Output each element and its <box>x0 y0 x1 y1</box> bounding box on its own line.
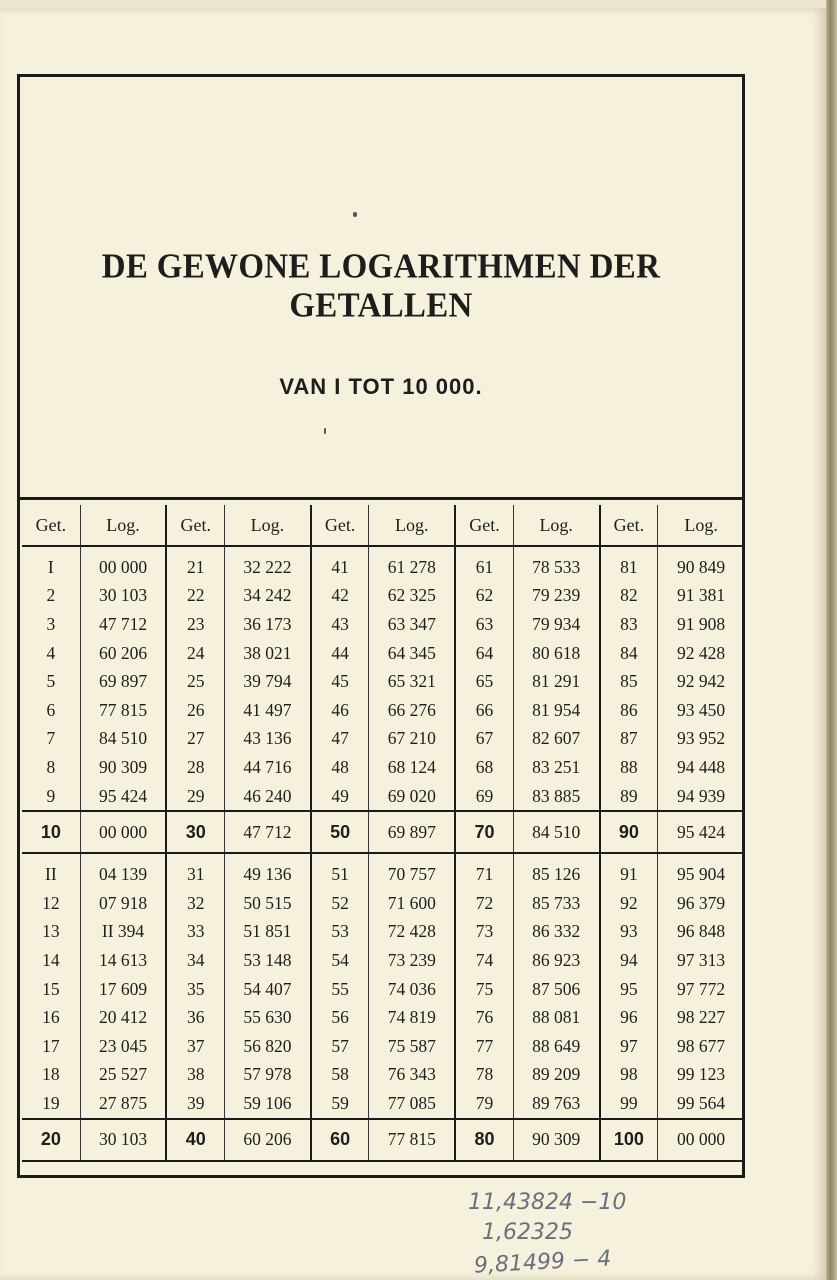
log-cell: 90 849 <box>658 553 744 582</box>
log-cell: 88 649 <box>513 1032 599 1061</box>
number-cell: 49 <box>311 782 369 812</box>
log-cell: 78 533 <box>513 553 599 582</box>
number-cell: I <box>47 556 54 577</box>
table-row <box>22 918 744 947</box>
log-cell: 72 428 <box>369 918 455 947</box>
number-cell: 21 <box>166 553 224 582</box>
number-cell: 56 <box>311 1003 369 1032</box>
log-cell: 97 313 <box>658 946 744 975</box>
number-cell: 80 <box>455 1119 513 1161</box>
pencil-note: 1,62325 <box>482 1220 573 1245</box>
number-cell: 93 <box>600 918 658 947</box>
log-cell: 79 239 <box>513 582 599 611</box>
column-header-get: Get. <box>311 505 369 546</box>
column-header-get: Get. <box>600 505 658 546</box>
column-header-get: Get. <box>166 505 224 546</box>
log-cell: 71 600 <box>369 889 455 918</box>
number-cell: 16 <box>42 1007 60 1028</box>
number-cell: 25 <box>166 667 224 696</box>
spacer-cell <box>658 853 744 860</box>
page-title: DE GEWONE LOGARITHMEN DER GETALLEN <box>101 248 661 325</box>
spacer-cell <box>600 853 658 860</box>
log-cell: 75 587 <box>369 1032 455 1061</box>
log-cell: 93 952 <box>658 725 744 754</box>
number-cell: 2 <box>46 585 56 606</box>
log-cell: 43 136 <box>225 725 311 754</box>
log-cell: 74 036 <box>369 975 455 1004</box>
number-cell: II <box>45 864 57 885</box>
spacer-cell <box>80 546 166 553</box>
number-cell: 26 <box>166 696 224 725</box>
number-cell: 75 <box>455 975 513 1004</box>
log-cell: 60 206 <box>80 639 166 668</box>
number-cell: 85 <box>600 667 658 696</box>
log-cell: 00 000 <box>80 811 166 853</box>
number-cell: 38 <box>166 1061 224 1090</box>
table-row <box>22 946 744 975</box>
number-cell: 37 <box>166 1032 224 1061</box>
log-cell: 93 450 <box>658 696 744 725</box>
log-cell: 44 716 <box>225 753 311 782</box>
log-cell: 83 251 <box>513 753 599 782</box>
number-cell: 40 <box>166 1119 224 1161</box>
table-row <box>22 782 744 812</box>
log-cell: II 394 <box>80 918 166 947</box>
log-cell: 95 424 <box>80 782 166 812</box>
log-cell: 91 381 <box>658 582 744 611</box>
number-cell: 71 <box>455 860 513 889</box>
table-row <box>22 667 744 696</box>
column-header-log: Log. <box>658 505 744 546</box>
spacer-cell <box>600 546 658 553</box>
number-cell: 7 <box>46 728 56 749</box>
log-cell: 74 819 <box>369 1003 455 1032</box>
log-cell: 54 407 <box>225 975 311 1004</box>
spacer-cell <box>513 853 599 860</box>
number-cell: 5 <box>46 671 56 692</box>
number-cell: 34 <box>166 946 224 975</box>
number-cell: 41 <box>311 553 369 582</box>
log-cell: 47 712 <box>225 811 311 853</box>
number-cell: 55 <box>311 975 369 1004</box>
spacer-cell <box>513 546 599 553</box>
log-cell: 83 885 <box>513 782 599 812</box>
pencil-annotation <box>468 1188 708 1278</box>
number-cell: 98 <box>600 1061 658 1090</box>
log-cell: 89 209 <box>513 1061 599 1090</box>
log-cell: 86 332 <box>513 918 599 947</box>
number-cell: 9 <box>46 785 56 806</box>
log-cell: 41 497 <box>225 696 311 725</box>
number-cell: 88 <box>600 753 658 782</box>
log-cell: 32 222 <box>225 553 311 582</box>
table-row <box>22 860 744 889</box>
page-subtitle: VAN I TOT 10 000. <box>279 374 483 399</box>
number-cell: 54 <box>311 946 369 975</box>
number-cell: 39 <box>166 1089 224 1119</box>
number-cell: 6 <box>46 699 56 720</box>
number-cell: 72 <box>455 889 513 918</box>
log-cell: 99 564 <box>658 1089 744 1119</box>
spacer-cell <box>455 853 513 860</box>
log-cell: 47 712 <box>80 610 166 639</box>
number-cell: 22 <box>166 582 224 611</box>
number-cell: 30 <box>166 811 224 853</box>
log-cell: 80 618 <box>513 639 599 668</box>
log-cell: 94 939 <box>658 782 744 812</box>
number-cell: 19 <box>42 1092 60 1113</box>
number-cell: 10 <box>22 811 80 853</box>
number-cell: 53 <box>311 918 369 947</box>
log-cell: 23 045 <box>80 1032 166 1061</box>
number-cell: 20 <box>22 1119 80 1161</box>
log-cell: 81 291 <box>513 667 599 696</box>
number-cell: 58 <box>311 1061 369 1090</box>
log-cell: 96 848 <box>658 918 744 947</box>
number-cell: 57 <box>311 1032 369 1061</box>
log-cell: 85 126 <box>513 860 599 889</box>
number-cell: 70 <box>455 811 513 853</box>
number-cell: 46 <box>311 696 369 725</box>
table-body <box>22 546 744 1161</box>
number-cell: 27 <box>166 725 224 754</box>
number-cell: 8 <box>46 756 56 777</box>
log-cell: 00 000 <box>80 553 166 582</box>
number-cell: 52 <box>311 889 369 918</box>
number-cell: 50 <box>311 811 369 853</box>
log-cell: 77 815 <box>80 696 166 725</box>
log-cell: 91 908 <box>658 610 744 639</box>
log-cell: 56 820 <box>225 1032 311 1061</box>
log-cell: 17 609 <box>80 975 166 1004</box>
number-cell: 24 <box>166 639 224 668</box>
log-cell: 39 794 <box>225 667 311 696</box>
log-cell: 34 242 <box>225 582 311 611</box>
spacer-cell <box>166 546 224 553</box>
number-cell: 74 <box>455 946 513 975</box>
log-cell: 00 000 <box>658 1119 744 1161</box>
spacer-cell <box>166 853 224 860</box>
number-cell: 51 <box>311 860 369 889</box>
table-top-rule <box>20 497 745 500</box>
log-cell: 14 613 <box>80 946 166 975</box>
table-row <box>22 889 744 918</box>
spacer-cell <box>22 853 80 860</box>
log-cell: 90 309 <box>80 753 166 782</box>
number-cell: 100 <box>600 1119 658 1161</box>
log-cell: 65 321 <box>369 667 455 696</box>
number-cell: 23 <box>166 610 224 639</box>
table-row <box>22 753 744 782</box>
log-cell: 38 021 <box>225 639 311 668</box>
log-cell: 51 851 <box>225 918 311 947</box>
log-cell: 82 607 <box>513 725 599 754</box>
log-cell: 55 630 <box>225 1003 311 1032</box>
number-cell: 79 <box>455 1089 513 1119</box>
log-cell: 98 677 <box>658 1032 744 1061</box>
log-cell: 77 815 <box>369 1119 455 1161</box>
spacer-row <box>22 546 744 553</box>
print-speck <box>324 428 326 434</box>
number-cell: 96 <box>600 1003 658 1032</box>
table-row <box>22 1003 744 1032</box>
table-row <box>22 1061 744 1090</box>
log-cell: 07 918 <box>80 889 166 918</box>
number-cell: 13 <box>42 921 60 942</box>
number-cell: 32 <box>166 889 224 918</box>
number-cell: 4 <box>46 642 56 663</box>
log-cell: 84 510 <box>513 811 599 853</box>
log-cell: 89 763 <box>513 1089 599 1119</box>
column-header-log: Log. <box>80 505 166 546</box>
number-cell: 86 <box>600 696 658 725</box>
number-cell: 99 <box>600 1089 658 1119</box>
table-row <box>22 696 744 725</box>
log-cell: 20 412 <box>80 1003 166 1032</box>
milestone-row <box>22 1119 744 1161</box>
log-cell: 92 942 <box>658 667 744 696</box>
log-cell: 96 379 <box>658 889 744 918</box>
log-cell: 87 506 <box>513 975 599 1004</box>
log-cell: 69 020 <box>369 782 455 812</box>
number-cell: 28 <box>166 753 224 782</box>
number-cell: 65 <box>455 667 513 696</box>
spacer-cell <box>22 546 80 553</box>
spacer-cell <box>658 546 744 553</box>
number-cell: 90 <box>600 811 658 853</box>
log-cell: 36 173 <box>225 610 311 639</box>
number-cell: 64 <box>455 639 513 668</box>
log-cell: 64 345 <box>369 639 455 668</box>
page-edge <box>826 0 837 1280</box>
number-cell: 63 <box>455 610 513 639</box>
column-header-log: Log. <box>513 505 599 546</box>
table-row <box>22 975 744 1004</box>
number-cell: 68 <box>455 753 513 782</box>
number-cell: 83 <box>600 610 658 639</box>
milestone-row <box>22 811 744 853</box>
spacer-cell <box>455 546 513 553</box>
log-cell: 77 085 <box>369 1089 455 1119</box>
number-cell: 69 <box>455 782 513 812</box>
log-cell: 95 904 <box>658 860 744 889</box>
log-cell: 57 978 <box>225 1061 311 1090</box>
number-cell: 67 <box>455 725 513 754</box>
number-cell: 97 <box>600 1032 658 1061</box>
number-cell: 14 <box>42 949 60 970</box>
number-cell: 87 <box>600 725 658 754</box>
log-cell: 94 448 <box>658 753 744 782</box>
log-cell: 97 772 <box>658 975 744 1004</box>
log-cell: 84 510 <box>80 725 166 754</box>
number-cell: 76 <box>455 1003 513 1032</box>
log-cell: 59 106 <box>225 1089 311 1119</box>
number-cell: 92 <box>600 889 658 918</box>
table-row <box>22 1089 744 1119</box>
log-cell: 69 897 <box>80 667 166 696</box>
number-cell: 48 <box>311 753 369 782</box>
log-cell: 66 276 <box>369 696 455 725</box>
number-cell: 29 <box>166 782 224 812</box>
number-cell: 82 <box>600 582 658 611</box>
log-cell: 98 227 <box>658 1003 744 1032</box>
pencil-note: 9,81499 − 4 <box>473 1246 612 1279</box>
number-cell: 45 <box>311 667 369 696</box>
log-cell: 46 240 <box>225 782 311 812</box>
column-header-log: Log. <box>225 505 311 546</box>
log-cell: 81 954 <box>513 696 599 725</box>
spacer-cell <box>311 546 369 553</box>
number-cell: 84 <box>600 639 658 668</box>
spacer-cell <box>225 546 311 553</box>
spacer-cell <box>369 546 455 553</box>
number-cell: 95 <box>600 975 658 1004</box>
log-cell: 69 897 <box>369 811 455 853</box>
column-header-log: Log. <box>369 505 455 546</box>
number-cell: 31 <box>166 860 224 889</box>
log-cell: 86 923 <box>513 946 599 975</box>
log-cell: 60 206 <box>225 1119 311 1161</box>
log-cell: 92 428 <box>658 639 744 668</box>
log-cell: 68 124 <box>369 753 455 782</box>
number-cell: 77 <box>455 1032 513 1061</box>
log-cell: 67 210 <box>369 725 455 754</box>
number-cell: 33 <box>166 918 224 947</box>
table-row <box>22 582 744 611</box>
log-cell: 70 757 <box>369 860 455 889</box>
log-cell: 27 875 <box>80 1089 166 1119</box>
number-cell: 94 <box>600 946 658 975</box>
column-header-get: Get. <box>455 505 513 546</box>
log-cell: 95 424 <box>658 811 744 853</box>
number-cell: 78 <box>455 1061 513 1090</box>
number-cell: 89 <box>600 782 658 812</box>
log-cell: 25 527 <box>80 1061 166 1090</box>
log-cell: 61 278 <box>369 553 455 582</box>
pencil-note: 11,43824 −10 <box>468 1190 627 1215</box>
log-cell: 30 103 <box>80 582 166 611</box>
number-cell: 15 <box>42 978 60 999</box>
log-cell: 49 136 <box>225 860 311 889</box>
log-cell: 99 123 <box>658 1061 744 1090</box>
log-cell: 90 309 <box>513 1119 599 1161</box>
spacer-cell <box>80 853 166 860</box>
number-cell: 62 <box>455 582 513 611</box>
number-cell: 42 <box>311 582 369 611</box>
spacer-row <box>22 853 744 860</box>
number-cell: 73 <box>455 918 513 947</box>
log-cell: 04 139 <box>80 860 166 889</box>
table-row <box>22 1032 744 1061</box>
number-cell: 47 <box>311 725 369 754</box>
column-header-get: Get. <box>22 505 80 546</box>
log-cell: 53 148 <box>225 946 311 975</box>
number-cell: 44 <box>311 639 369 668</box>
number-cell: 91 <box>600 860 658 889</box>
log-cell: 50 515 <box>225 889 311 918</box>
log-cell: 76 343 <box>369 1061 455 1090</box>
number-cell: 17 <box>42 1035 60 1056</box>
spacer-cell <box>369 853 455 860</box>
number-cell: 59 <box>311 1089 369 1119</box>
number-cell: 18 <box>42 1064 60 1085</box>
table-row <box>22 553 744 582</box>
log-cell: 79 934 <box>513 610 599 639</box>
log-cell: 30 103 <box>80 1119 166 1161</box>
logarithm-table <box>22 505 744 1162</box>
log-cell: 63 347 <box>369 610 455 639</box>
number-cell: 36 <box>166 1003 224 1032</box>
log-cell: 88 081 <box>513 1003 599 1032</box>
number-cell: 66 <box>455 696 513 725</box>
table-row <box>22 610 744 639</box>
log-cell: 62 325 <box>369 582 455 611</box>
number-cell: 43 <box>311 610 369 639</box>
table-row <box>22 725 744 754</box>
number-cell: 81 <box>600 553 658 582</box>
spacer-cell <box>225 853 311 860</box>
log-cell: 85 733 <box>513 889 599 918</box>
table-row <box>22 639 744 668</box>
number-cell: 60 <box>311 1119 369 1161</box>
number-cell: 35 <box>166 975 224 1004</box>
number-cell: 61 <box>455 553 513 582</box>
number-cell: 12 <box>42 892 60 913</box>
header-row <box>22 505 744 546</box>
number-cell: 3 <box>46 613 56 634</box>
spacer-cell <box>311 853 369 860</box>
log-cell: 73 239 <box>369 946 455 975</box>
print-speck <box>353 212 357 217</box>
